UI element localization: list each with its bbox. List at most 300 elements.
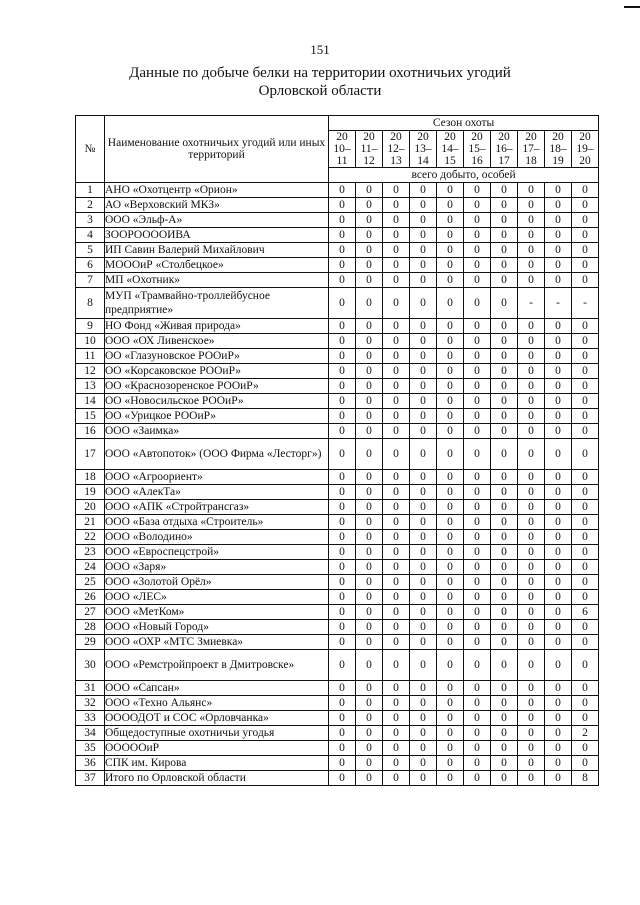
row-value-cell: 0	[437, 696, 464, 711]
row-value-cell: 0	[491, 213, 518, 228]
row-value-cell: 0	[464, 364, 491, 379]
row-value-cell: 0	[572, 635, 599, 650]
row-value-cell: 0	[491, 560, 518, 575]
row-value-cell: 0	[491, 394, 518, 409]
row-number: 34	[76, 726, 105, 741]
row-value-cell: 0	[518, 379, 545, 394]
row-value-cell: 0	[383, 364, 410, 379]
season-column-header	[437, 131, 464, 168]
row-value-cell: 0	[518, 681, 545, 696]
row-territory-name: ОО «Урицкое РООиР»	[105, 409, 329, 424]
season-header-part: 20	[498, 131, 510, 143]
row-value-cell: 0	[329, 545, 356, 560]
row-value-cell: 0	[437, 364, 464, 379]
row-number: 37	[76, 771, 105, 786]
row-value-cell: 0	[572, 213, 599, 228]
row-value-cell: 0	[356, 364, 383, 379]
row-value-cell: 0	[518, 650, 545, 681]
row-value-cell: 0	[518, 545, 545, 560]
row-value-cell: 0	[518, 711, 545, 726]
row-number: 23	[76, 545, 105, 560]
row-value-cell: 0	[410, 756, 437, 771]
row-value-cell: 0	[518, 319, 545, 334]
table-row	[76, 650, 599, 681]
row-value-cell: 0	[491, 590, 518, 605]
row-value-cell: 0	[437, 590, 464, 605]
row-value-cell: 0	[464, 681, 491, 696]
row-value-cell: 0	[437, 575, 464, 590]
row-value-cell: 0	[329, 590, 356, 605]
table-row	[76, 771, 599, 786]
row-number: 29	[76, 635, 105, 650]
row-value-cell: 0	[491, 605, 518, 620]
row-value-cell: 0	[545, 319, 572, 334]
row-value-cell: 0	[329, 364, 356, 379]
row-value-cell: 0	[410, 349, 437, 364]
row-territory-name: МУП «Трамвайно-троллейбусное предприятие»	[105, 288, 329, 319]
row-territory-name: ООО «Агроориент»	[105, 470, 329, 485]
row-value-cell: 0	[437, 228, 464, 243]
row-value-cell: 0	[464, 590, 491, 605]
row-value-cell: 0	[383, 696, 410, 711]
row-value-cell: 0	[464, 288, 491, 319]
season-header-part: 10–	[333, 143, 351, 155]
row-value-cell: 0	[329, 696, 356, 711]
row-value-cell: 0	[545, 560, 572, 575]
row-value-cell: 0	[545, 590, 572, 605]
row-value-cell: 0	[356, 228, 383, 243]
document-title	[0, 64, 640, 100]
season-column-header	[329, 131, 356, 168]
row-value-cell: 0	[464, 243, 491, 258]
row-value-cell: 0	[410, 741, 437, 756]
row-value-cell: 0	[545, 530, 572, 545]
row-value-cell: 0	[518, 198, 545, 213]
table-row	[76, 319, 599, 334]
season-header-part: 18–	[549, 143, 567, 155]
row-value-cell: 0	[572, 273, 599, 288]
row-value-cell: 0	[491, 650, 518, 681]
row-value-cell: 0	[464, 228, 491, 243]
season-header-part: 18	[525, 155, 537, 167]
row-value-cell: 0	[518, 334, 545, 349]
row-territory-name: ЗООРООООИВА	[105, 228, 329, 243]
row-territory-name: ООО «Заимка»	[105, 424, 329, 439]
table-row	[76, 756, 599, 771]
row-value-cell: 0	[383, 213, 410, 228]
row-value-cell: 0	[356, 590, 383, 605]
row-value-cell: 0	[464, 273, 491, 288]
row-value-cell: 0	[545, 243, 572, 258]
row-value-cell: 0	[572, 243, 599, 258]
season-header-part: 20	[525, 131, 537, 143]
row-value-cell: 0	[491, 409, 518, 424]
row-value-cell: 0	[545, 741, 572, 756]
row-value-cell: 0	[545, 545, 572, 560]
row-number: 14	[76, 394, 105, 409]
row-value-cell: 0	[383, 243, 410, 258]
row-value-cell: 0	[437, 560, 464, 575]
title-line-1: Данные по добыче белки на территории охотничьих угодий	[129, 65, 511, 81]
row-value-cell: 0	[464, 470, 491, 485]
row-value-cell: 0	[572, 485, 599, 500]
season-header-part: 20	[579, 131, 591, 143]
row-value-cell: 0	[545, 439, 572, 470]
row-value-cell: 0	[437, 741, 464, 756]
row-territory-name: АО «Верховский МКЗ»	[105, 198, 329, 213]
row-value-cell: 0	[437, 771, 464, 786]
row-value-cell: 0	[356, 439, 383, 470]
row-territory-name: МП «Охотник»	[105, 273, 329, 288]
row-value-cell: 0	[545, 409, 572, 424]
row-value-cell: 0	[329, 530, 356, 545]
table-row	[76, 530, 599, 545]
row-territory-name: ООО «АПК «Стройтрансгаз»	[105, 500, 329, 515]
row-territory-name: ООО «Техно Альянс»	[105, 696, 329, 711]
row-value-cell: 0	[545, 605, 572, 620]
season-header-part: 16	[471, 155, 483, 167]
row-value-cell: 0	[410, 394, 437, 409]
row-territory-name: ООО «Заря»	[105, 560, 329, 575]
row-value-cell: 0	[383, 319, 410, 334]
row-territory-name: НО Фонд «Живая природа»	[105, 319, 329, 334]
table-row	[76, 635, 599, 650]
row-value-cell: 0	[410, 620, 437, 635]
table-row	[76, 379, 599, 394]
row-value-cell: 0	[329, 198, 356, 213]
row-value-cell: 0	[545, 394, 572, 409]
row-number: 18	[76, 470, 105, 485]
row-territory-name: ОО «Новосильское РООиР»	[105, 394, 329, 409]
row-value-cell: 0	[491, 741, 518, 756]
row-territory-name: ООО «Володино»	[105, 530, 329, 545]
row-value-cell: 0	[410, 605, 437, 620]
row-value-cell: 0	[491, 545, 518, 560]
row-value-cell: 0	[491, 620, 518, 635]
row-value-cell: 0	[464, 545, 491, 560]
row-value-cell: 0	[437, 379, 464, 394]
row-value-cell: 0	[437, 470, 464, 485]
row-value-cell: 0	[545, 273, 572, 288]
row-value-cell: 0	[356, 681, 383, 696]
row-value-cell: 0	[518, 500, 545, 515]
row-value-cell: 0	[518, 696, 545, 711]
table-row	[76, 590, 599, 605]
row-value-cell: 0	[518, 485, 545, 500]
table-row	[76, 409, 599, 424]
row-value-cell: 0	[383, 530, 410, 545]
row-value-cell: 0	[383, 349, 410, 364]
row-territory-name: ООО «Эльф-А»	[105, 213, 329, 228]
row-value-cell: 0	[410, 696, 437, 711]
season-header-part: 17–	[522, 143, 540, 155]
row-value-cell: 0	[464, 349, 491, 364]
row-value-cell: 0	[545, 726, 572, 741]
row-value-cell: 0	[383, 258, 410, 273]
row-value-cell: 0	[356, 515, 383, 530]
row-value-cell: 0	[545, 696, 572, 711]
row-value-cell: 0	[329, 771, 356, 786]
row-value-cell: 0	[356, 243, 383, 258]
row-value-cell: 0	[491, 364, 518, 379]
row-territory-name: ОО «Краснозоренское РООиР»	[105, 379, 329, 394]
row-value-cell: 0	[572, 741, 599, 756]
row-value-cell: 0	[410, 424, 437, 439]
row-value-cell: 0	[491, 575, 518, 590]
season-column-header	[383, 131, 410, 168]
row-value-cell: 0	[545, 228, 572, 243]
row-territory-name: ООО «Евроспецстрой»	[105, 545, 329, 560]
row-value-cell: 0	[329, 500, 356, 515]
row-value-cell: 0	[491, 470, 518, 485]
row-value-cell: 0	[410, 650, 437, 681]
row-territory-name: ООО «Сапсан»	[105, 681, 329, 696]
row-value-cell: 0	[329, 756, 356, 771]
row-value-cell: 0	[329, 183, 356, 198]
row-value-cell: 0	[383, 605, 410, 620]
row-value-cell: 0	[518, 409, 545, 424]
row-value-cell: 0	[356, 485, 383, 500]
row-value-cell: 0	[356, 711, 383, 726]
table-row	[76, 334, 599, 349]
row-value-cell: 0	[572, 470, 599, 485]
season-column-header	[464, 131, 491, 168]
row-value-cell: 0	[437, 213, 464, 228]
row-value-cell: 0	[383, 635, 410, 650]
season-header-part: 20	[552, 131, 564, 143]
row-value-cell: 0	[518, 258, 545, 273]
row-value-cell: 0	[464, 379, 491, 394]
row-value-cell: 0	[410, 500, 437, 515]
row-value-cell: 0	[491, 379, 518, 394]
season-header-part: 12–	[387, 143, 405, 155]
season-header-part: 20	[363, 131, 375, 143]
row-number: 25	[76, 575, 105, 590]
units-header: всего добыто, особей	[329, 168, 599, 183]
row-territory-name: ОООООиР	[105, 741, 329, 756]
row-value-cell: 0	[437, 711, 464, 726]
row-value-cell: 0	[572, 349, 599, 364]
row-value-cell: 0	[356, 741, 383, 756]
row-value-cell: 0	[491, 243, 518, 258]
row-value-cell: 0	[410, 273, 437, 288]
row-number: 4	[76, 228, 105, 243]
row-number: 2	[76, 198, 105, 213]
row-value-cell: 0	[356, 771, 383, 786]
row-value-cell: 0	[572, 228, 599, 243]
row-value-cell: 0	[356, 379, 383, 394]
row-value-cell: 0	[491, 756, 518, 771]
row-number: 36	[76, 756, 105, 771]
row-value-cell: 0	[464, 771, 491, 786]
row-value-cell: 0	[518, 635, 545, 650]
row-value-cell: 0	[410, 470, 437, 485]
row-value-cell: 0	[356, 198, 383, 213]
row-value-cell: 0	[491, 726, 518, 741]
row-value-cell: 0	[356, 620, 383, 635]
row-value-cell: 0	[491, 424, 518, 439]
table-row	[76, 620, 599, 635]
row-value-cell: 0	[518, 530, 545, 545]
row-value-cell: 0	[356, 273, 383, 288]
row-value-cell: 0	[410, 213, 437, 228]
row-value-cell: 0	[518, 741, 545, 756]
row-value-cell: 0	[518, 213, 545, 228]
season-header-part: 20	[579, 155, 591, 167]
row-value-cell: 0	[464, 560, 491, 575]
row-value-cell: 0	[356, 409, 383, 424]
row-value-cell: 0	[491, 696, 518, 711]
row-value-cell: 0	[410, 379, 437, 394]
season-header-part: 19–	[576, 143, 594, 155]
row-value-cell: 0	[464, 575, 491, 590]
row-number: 26	[76, 590, 105, 605]
row-value-cell: 0	[437, 726, 464, 741]
row-value-cell: 0	[329, 681, 356, 696]
row-number: 33	[76, 711, 105, 726]
row-number: 27	[76, 605, 105, 620]
row-value-cell: 0	[410, 530, 437, 545]
row-value-cell: 0	[383, 198, 410, 213]
row-value-cell: 0	[491, 334, 518, 349]
row-value-cell: 0	[410, 288, 437, 319]
row-value-cell: 0	[545, 334, 572, 349]
row-value-cell: 0	[437, 500, 464, 515]
row-value-cell: 0	[572, 319, 599, 334]
row-territory-name: ООО «ЛЕС»	[105, 590, 329, 605]
row-value-cell: 0	[329, 560, 356, 575]
row-value-cell: 0	[464, 485, 491, 500]
row-number: 28	[76, 620, 105, 635]
row-value-cell: 0	[383, 228, 410, 243]
row-value-cell: 0	[545, 515, 572, 530]
row-value-cell: 0	[437, 349, 464, 364]
season-header-part: 15	[444, 155, 456, 167]
row-value-cell: 0	[410, 243, 437, 258]
table-row	[76, 349, 599, 364]
row-value-cell: 0	[545, 198, 572, 213]
row-value-cell: 0	[383, 470, 410, 485]
row-value-cell: 0	[464, 515, 491, 530]
row-value-cell: 0	[572, 545, 599, 560]
row-value-cell: 0	[545, 485, 572, 500]
row-value-cell: 0	[464, 319, 491, 334]
row-number: 8	[76, 288, 105, 319]
table-row	[76, 213, 599, 228]
row-value-cell: 0	[491, 711, 518, 726]
row-value-cell: 0	[572, 394, 599, 409]
row-value-cell: 0	[491, 288, 518, 319]
row-territory-name: ООО «АлекТа»	[105, 485, 329, 500]
row-value-cell: 0	[383, 515, 410, 530]
season-column-header	[491, 131, 518, 168]
row-value-cell: 0	[356, 530, 383, 545]
row-value-cell: 0	[437, 198, 464, 213]
row-value-cell: 0	[356, 650, 383, 681]
row-number: 10	[76, 334, 105, 349]
row-value-cell: 0	[410, 545, 437, 560]
row-value-cell: 0	[491, 258, 518, 273]
row-number: 15	[76, 409, 105, 424]
table-row	[76, 485, 599, 500]
row-number: 22	[76, 530, 105, 545]
row-value-cell: 0	[518, 424, 545, 439]
row-territory-name: ОО «Корсаковское РООиР»	[105, 364, 329, 379]
row-value-cell: 0	[545, 183, 572, 198]
row-value-cell: 0	[437, 394, 464, 409]
row-number: 30	[76, 650, 105, 681]
row-value-cell: 0	[383, 650, 410, 681]
row-value-cell: 0	[464, 650, 491, 681]
row-value-cell: 0	[572, 620, 599, 635]
row-value-cell: 0	[437, 288, 464, 319]
page-number: 151	[310, 42, 330, 57]
row-number: 35	[76, 741, 105, 756]
row-territory-name: ООО «МетКом»	[105, 605, 329, 620]
season-header-part: 16–	[495, 143, 513, 155]
season-column-header	[572, 131, 599, 168]
corner-mark	[624, 6, 640, 8]
row-value-cell: 0	[356, 560, 383, 575]
row-value-cell: 0	[356, 319, 383, 334]
row-number: 20	[76, 500, 105, 515]
row-value-cell: 0	[410, 726, 437, 741]
row-value-cell: 0	[383, 620, 410, 635]
row-value-cell: 0	[545, 470, 572, 485]
row-value-cell: 0	[437, 515, 464, 530]
row-number: 11	[76, 349, 105, 364]
row-value-cell: 0	[329, 394, 356, 409]
row-number: 32	[76, 696, 105, 711]
row-value-cell: 0	[518, 183, 545, 198]
row-value-cell: 0	[383, 771, 410, 786]
row-value-cell: 0	[329, 213, 356, 228]
row-value-cell: 0	[572, 439, 599, 470]
row-value-cell: 0	[545, 635, 572, 650]
row-value-cell: 0	[464, 213, 491, 228]
row-value-cell: 0	[464, 635, 491, 650]
row-value-cell: 0	[329, 258, 356, 273]
row-value-cell: 0	[572, 183, 599, 198]
row-number: 16	[76, 424, 105, 439]
row-territory-name: ИП Савин Валерий Михайлович	[105, 243, 329, 258]
row-value-cell: 0	[410, 560, 437, 575]
row-value-cell: 0	[518, 605, 545, 620]
row-territory-name: Итого по Орловской области	[105, 771, 329, 786]
row-value-cell: 0	[572, 530, 599, 545]
row-value-cell: 0	[329, 711, 356, 726]
row-value-cell: 0	[545, 711, 572, 726]
row-value-cell: 0	[437, 243, 464, 258]
table-row	[76, 273, 599, 288]
row-territory-name: ООО «ОХР «МТС Змиевка»	[105, 635, 329, 650]
row-value-cell: 0	[383, 424, 410, 439]
row-value-cell: 0	[356, 500, 383, 515]
row-value-cell: 0	[437, 620, 464, 635]
row-value-cell: 0	[329, 485, 356, 500]
row-value-cell: 0	[437, 756, 464, 771]
row-value-cell: 0	[410, 183, 437, 198]
row-value-cell: 0	[437, 183, 464, 198]
table-header	[76, 116, 599, 183]
row-territory-name: СПК им. Кирова	[105, 756, 329, 771]
table-row	[76, 470, 599, 485]
row-value-cell: 0	[383, 409, 410, 424]
row-value-cell: 0	[518, 756, 545, 771]
row-value-cell: 0	[410, 198, 437, 213]
row-value-cell: 0	[464, 726, 491, 741]
table-row	[76, 394, 599, 409]
